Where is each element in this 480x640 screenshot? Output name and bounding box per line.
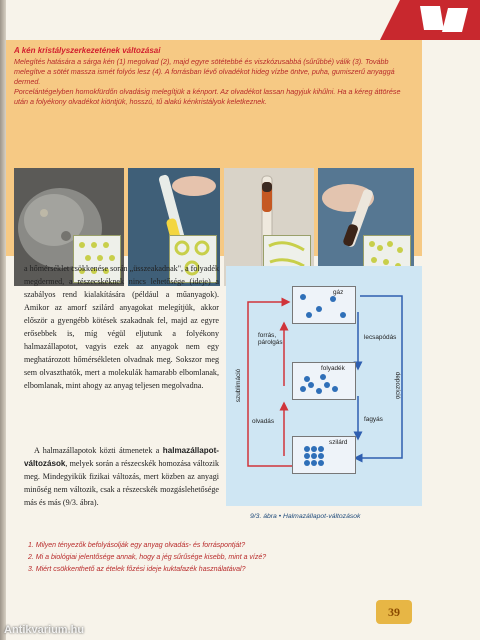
- label-melting: olvadás: [252, 418, 275, 425]
- question-1: 1. Milyen tényezők befolyásolják egy anyag olvadás- és forráspontját?: [28, 542, 246, 549]
- paragraph-start: A halmazállapotok közti átmenetek a: [34, 446, 163, 455]
- corner-logo-icon: [360, 0, 480, 40]
- phase-change-diagram: [226, 266, 422, 506]
- body-column-text: a hőmérséklet csökkenése során „üsszeakadnak", a folyadék megdermed, a részecskéknek nincs lehetősége (ideje) a szabályos rend kialakítására (például a műanyagok). Amikor az amorf szilárd anyagokat melegítjük, akkor először a gyengébb kötések szakadnak fel, majd az egyre erősebbek is, míg végül eljutunk a folyékony halmazállapotot, vagyis ezek az anyagok nem egy meghatározott hőmérsékleten olvadnak meg. Sokszor meg sem olvaszthatók, mert a molekulák hamarabb elbomlanak, elbomlanak, mint ahogy az anyag teljesen megolvadna.: [24, 264, 220, 390]
- phase-transition-paragraph: [24, 444, 219, 509]
- gas-state-box: [292, 286, 356, 324]
- bold-term-phase-change: halmazállapot-változások: [24, 446, 219, 468]
- box-text: [14, 57, 414, 107]
- label-deposition: depozíció: [394, 371, 402, 400]
- sulfur-experiment-box: [6, 40, 422, 256]
- gas-particles-icon: [293, 287, 355, 323]
- label-condensation: lecsapódás: [364, 334, 397, 341]
- figure-caption: 9/3. ábra • Halmazállapot-változások: [250, 513, 361, 520]
- page-number: 39: [376, 600, 412, 624]
- box-paragraph-2: Porcelántégelyben homokfürdőn olvadásig melegítjük a kénport. Az olvadékot lassan hagyjuk kihűlni. Ha a kéreg áttörése után a folyékony olvadékot kiöntjük, hosszú, tű alakú kénkristályok keletkeznek.: [14, 87, 401, 106]
- label-gas: gáz: [333, 289, 344, 296]
- label-solid: szilárd: [329, 439, 348, 446]
- question-3: 3. Miért csökkenthető az ételek főzési ideje kuktafazék használatával?: [28, 566, 246, 573]
- solid-state-box: [292, 436, 356, 474]
- liquid-state-box: [292, 362, 356, 400]
- box-paragraph-1: Melegítés hatására a sárga kén (1) megolvad (2), majd egyre sötétebbé és viszkózusabbá (sűrűbbé) válik (3). Tovább melegítve a sötét massza ismét folyós lesz (4). A forrásban lévő olvadékot hideg vízbe öntve, puha, gumiszerű anyaggá dermed.: [14, 57, 395, 86]
- question-2: 2. Mi a biológiai jelentősége annak, hogy a jég sűrűsége kisebb, mint a vízé?: [28, 554, 267, 561]
- label-freezing: fagyás: [364, 416, 383, 423]
- watermark-logo: Antikvarium.hu: [4, 624, 85, 636]
- label-liquid: folyadék: [321, 365, 345, 372]
- questions-list: [28, 540, 266, 576]
- textbook-page: [6, 0, 480, 640]
- box-title: A kén kristályszerkezetének változásai: [14, 46, 161, 55]
- label-boiling: forrás, párolgás: [258, 332, 283, 346]
- paragraph-rest: , melyek során a részecskék homozása változik meg. Mindegyikük fizikai változás, mert közben az anyagi minőség nem változik, csak a részecskék mozgáslehetősége más és más (9/3. ábra).: [24, 459, 219, 507]
- label-sublimation: szublimáció: [235, 368, 243, 403]
